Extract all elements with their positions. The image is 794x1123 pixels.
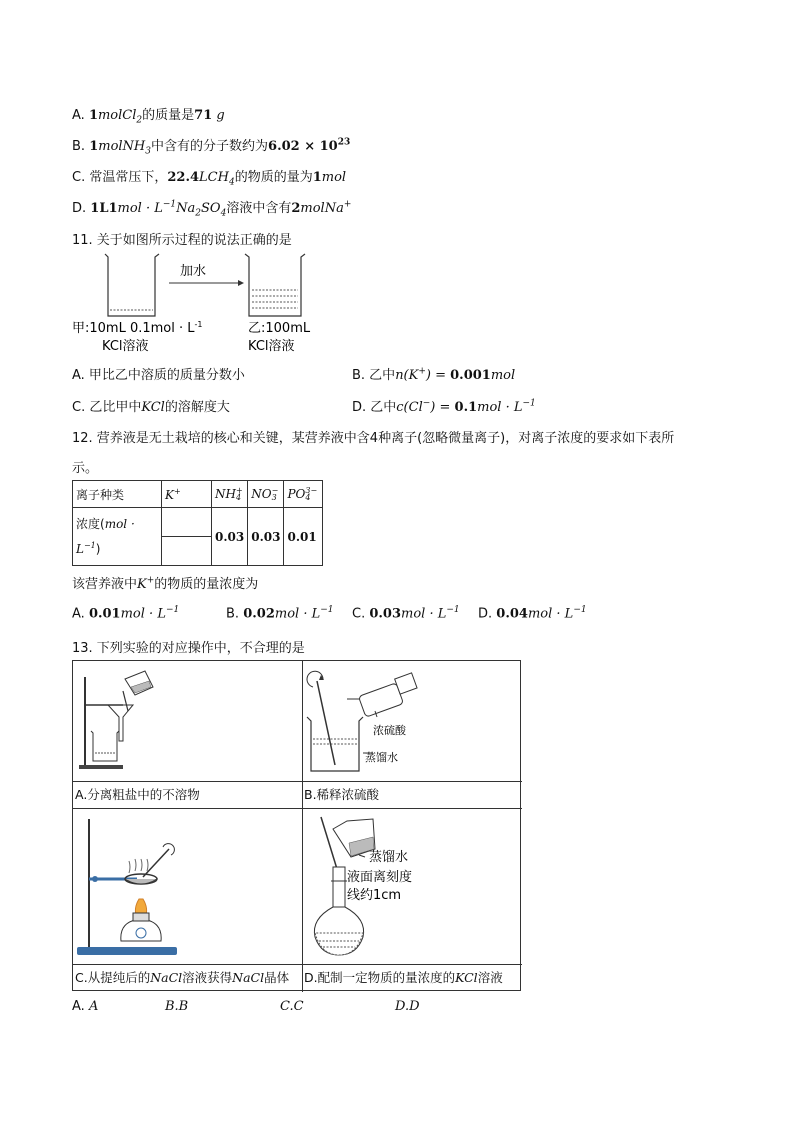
formula: KCl xyxy=(455,970,478,985)
q11-option-c xyxy=(72,396,230,415)
text: 的物质的量浓度为 xyxy=(154,577,259,592)
superscript: + xyxy=(343,199,352,210)
unit: mol · L xyxy=(477,400,523,415)
table-header xyxy=(212,481,248,508)
table-header xyxy=(284,481,323,508)
text: 的质量是 xyxy=(142,108,195,123)
value: 2 xyxy=(291,201,301,216)
subscript: 2 xyxy=(195,208,202,219)
value: 1 xyxy=(89,139,99,154)
formula: molCl xyxy=(97,108,137,123)
table-header: 离子种类 xyxy=(73,481,162,508)
table-cell xyxy=(73,508,162,566)
fig-b-label-1: 浓硫酸 xyxy=(373,724,406,737)
unit: mol xyxy=(490,368,516,383)
q10-option-a xyxy=(72,104,225,126)
table-header xyxy=(162,481,212,508)
formula: NaCl xyxy=(150,970,183,985)
experiment-grid xyxy=(72,660,521,991)
unit: mol · L xyxy=(117,201,163,216)
text: 溶液中含有 xyxy=(226,201,292,216)
table-row xyxy=(73,508,323,537)
figure-c xyxy=(73,809,302,964)
value: 1 xyxy=(312,170,322,185)
q13-option-d: D.D xyxy=(395,999,420,1014)
ion: K xyxy=(165,487,174,502)
evaporation-apparatus-icon xyxy=(73,809,302,964)
formula: Na xyxy=(176,201,196,216)
superscript: −1 xyxy=(162,199,177,210)
beaker-right-icon xyxy=(245,254,305,316)
text: C.从提纯后的 xyxy=(75,970,151,985)
dilution-apparatus-icon xyxy=(303,661,522,781)
subscript: 3 xyxy=(145,146,152,157)
caption-a: A.分离粗盐中的不溶物 xyxy=(75,787,200,802)
option-label: D. xyxy=(478,606,493,622)
option-label: C. xyxy=(72,170,86,185)
q13-title: 13. 下列实验的对应操作中，不合理的是 xyxy=(72,641,305,656)
subscript: 4 xyxy=(220,208,227,219)
value: 1L1 xyxy=(90,201,118,216)
option-label: A. xyxy=(72,606,85,622)
table-cell: 0.03 xyxy=(212,508,248,566)
superscript: − xyxy=(271,486,279,496)
option-label: B. xyxy=(72,139,86,154)
q12-option-a xyxy=(72,605,179,621)
table-header xyxy=(248,481,284,508)
caption-b: B.稀释浓硫酸 xyxy=(304,787,380,802)
value: 0.001 xyxy=(450,368,491,383)
ion: NH xyxy=(215,486,236,501)
superscript: −1 xyxy=(573,605,587,615)
value: 0.03 xyxy=(369,606,402,622)
figure-d xyxy=(303,809,522,964)
q11-option-d xyxy=(352,396,536,415)
q13-option-c: C.C xyxy=(280,999,304,1014)
table-cell-blank xyxy=(162,508,212,537)
value: 0.04 xyxy=(496,606,528,622)
superscript: −1 xyxy=(83,541,96,550)
text: 的溶解度大 xyxy=(164,400,230,415)
caption-c xyxy=(75,968,289,986)
formula: molNH xyxy=(98,139,146,154)
option-label: D. xyxy=(72,201,87,216)
superscript: + xyxy=(173,486,181,496)
caption-d xyxy=(304,968,503,986)
value: A xyxy=(88,999,99,1014)
q11-option-a: A. 甲比乙中溶质的质量分数小 xyxy=(72,368,245,383)
right-label-2: KCl溶液 xyxy=(248,339,295,354)
text: 常温常压下， xyxy=(89,170,168,185)
unit: mol · L xyxy=(527,606,574,622)
table-cell: 0.01 xyxy=(284,508,323,566)
superscript: − xyxy=(422,398,431,409)
q11-title: 11. 关于如图所示过程的说法正确的是 xyxy=(72,233,292,248)
figure-b xyxy=(303,661,522,781)
subscript: 4 xyxy=(305,493,311,503)
ion-table xyxy=(72,480,323,566)
text: 浓度( xyxy=(76,517,105,531)
formula: LCH xyxy=(199,170,229,185)
text: 溶液 xyxy=(477,970,503,985)
q11-figure xyxy=(72,250,332,358)
option-label: C. xyxy=(352,606,366,622)
q11-option-b xyxy=(352,364,515,383)
superscript: + xyxy=(235,486,243,496)
q10-option-d xyxy=(72,197,351,219)
superscript: −1 xyxy=(522,398,536,409)
text: 中含有的分子数约为 xyxy=(151,139,269,154)
option-label: B. 乙中 xyxy=(352,368,396,383)
q12-option-b xyxy=(226,605,334,621)
q12-line-1: 12. 营养液是无土栽培的核心和关键，某营养液中含4种离子(忽略微量离子)，对离子浓度的要求如下表所 xyxy=(72,431,675,446)
left-label-2: KCl溶液 xyxy=(102,339,149,354)
subscript: 4 xyxy=(228,177,235,188)
superscript: 3− xyxy=(305,486,318,496)
option-label: A. xyxy=(72,999,85,1014)
q13-option-b: B.B xyxy=(165,999,189,1014)
unit: mol · L xyxy=(401,606,447,622)
fig-d-label-1: 蒸馏水 xyxy=(369,850,409,865)
unit: mol · L xyxy=(120,606,166,622)
superscript: 23 xyxy=(337,137,351,148)
table-cell-blank xyxy=(162,537,212,566)
text: 该营养液中 xyxy=(72,577,138,592)
ion: K xyxy=(137,577,147,592)
value: 22.4 xyxy=(167,170,200,185)
fig-d-label-2: 液面离刻度 xyxy=(347,870,413,885)
option-label: B. xyxy=(226,606,240,622)
value: 0.01 xyxy=(88,606,121,622)
q12-line-2: 示。 xyxy=(72,461,99,476)
value: 6.02 × 10 xyxy=(268,139,338,154)
formula: ) = xyxy=(425,368,451,383)
q12-option-d xyxy=(478,605,587,621)
value: 1 xyxy=(88,108,98,123)
option-label: C. 乙比甲中 xyxy=(72,400,142,415)
unit: L xyxy=(76,542,84,556)
unit: mol · L xyxy=(274,606,321,622)
unit: mol xyxy=(321,170,347,185)
formula: NaCl xyxy=(232,970,265,985)
option-label: A. xyxy=(72,108,85,123)
q10-option-c xyxy=(72,166,346,188)
formula: SO xyxy=(201,201,221,216)
q10-option-b xyxy=(72,135,350,157)
unit: mol · xyxy=(104,517,135,531)
subscript: 3 xyxy=(271,493,277,503)
table-cell: 0.03 xyxy=(248,508,284,566)
q12-option-c xyxy=(352,605,460,621)
left-label-1: 甲:10mL $0.1mol \cdot L^{-1}$ xyxy=(72,320,203,336)
text: D.配制一定物质的量浓度的 xyxy=(304,970,456,985)
volumetric-flask-icon xyxy=(303,809,522,964)
superscript: −1 xyxy=(446,605,460,615)
text: 溶液获得 xyxy=(182,970,233,985)
value: 71 xyxy=(194,108,213,123)
superscript: + xyxy=(146,575,155,586)
ion: PO xyxy=(287,486,306,501)
superscript: −1 xyxy=(165,605,180,615)
ion: NO xyxy=(251,486,272,501)
text: 晶体 xyxy=(264,970,290,985)
subscript: 2 xyxy=(136,115,143,126)
formula: KCl xyxy=(141,400,165,415)
q12-question xyxy=(72,573,258,592)
formula: ) = xyxy=(430,400,455,415)
q13-option-a xyxy=(72,999,98,1014)
formula: n(K xyxy=(395,368,419,383)
arrow-label: 加水 xyxy=(180,264,207,279)
fig-b-label-2: 蒸馏水 xyxy=(365,751,398,764)
text: 的物质的量为 xyxy=(234,170,313,185)
formula: c(Cl xyxy=(396,400,423,415)
unit: molNa xyxy=(300,201,344,216)
text: ) xyxy=(95,542,101,556)
option-label: D. 乙中 xyxy=(352,400,397,415)
superscript: −1 xyxy=(320,605,334,615)
table-row xyxy=(73,481,323,508)
superscript: + xyxy=(418,366,426,377)
fig-d-label-3: 线约1cm xyxy=(347,888,402,903)
filtration-apparatus-icon xyxy=(73,661,302,781)
value: 0.02 xyxy=(243,606,275,622)
subscript: 4 xyxy=(235,493,242,503)
right-label-1: 乙:100mL xyxy=(248,321,311,336)
unit: g xyxy=(216,108,225,123)
beaker-left-icon xyxy=(105,254,159,316)
value: 0.1 xyxy=(454,400,478,415)
figure-a xyxy=(73,661,302,781)
